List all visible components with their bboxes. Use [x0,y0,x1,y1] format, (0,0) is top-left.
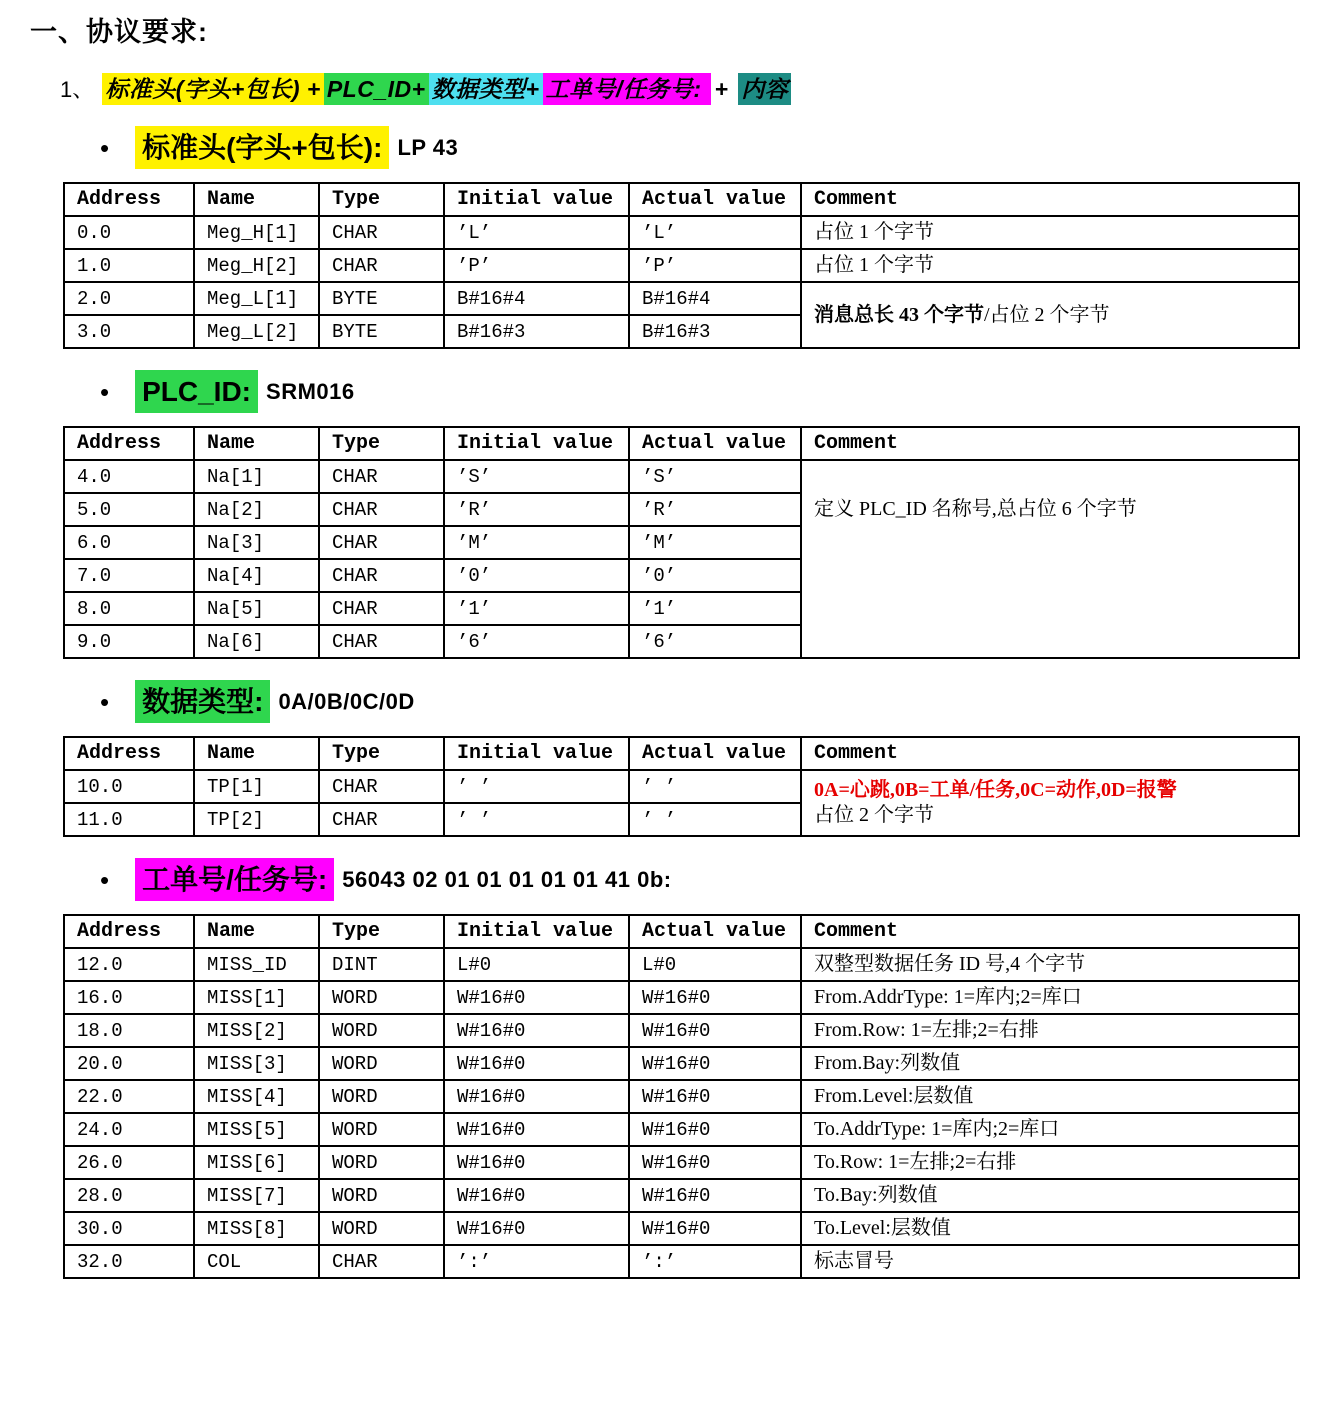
table-cell: W#16#0 [629,1179,801,1212]
table-header-cell: Type [319,915,444,948]
comment-text: 标志冒号 [814,1250,894,1273]
table-cell: WORD [319,1212,444,1245]
table-row [64,460,1299,493]
table-cell: 1.0 [64,249,194,282]
table-cell: ’ ’ [629,770,801,803]
table-cell: WORD [319,1014,444,1047]
table-header-cell: Type [319,183,444,216]
document-page [0,10,1344,1279]
section-3 [0,680,1344,837]
table-header-cell: Initial value [444,737,629,770]
section-heading-highlight: 标准头(字头+包长): [135,126,389,169]
table-cell: DINT [319,948,444,981]
table-cell: MISS[6] [194,1146,319,1179]
table-cell: ’0’ [444,559,629,592]
comment-cell [801,981,1299,1014]
table-cell: W#16#0 [444,1212,629,1245]
table-cell: CHAR [319,1245,444,1278]
table-header-cell: Address [64,737,194,770]
comment-text: From.Level:层数值 [814,1085,974,1108]
table-cell: MISS[5] [194,1113,319,1146]
table-row [64,1179,1299,1212]
list-number: 1、 [60,77,95,102]
table-cell: ’1’ [629,592,801,625]
table-header-cell: Initial value [444,427,629,460]
table-cell: 20.0 [64,1047,194,1080]
table-cell: 26.0 [64,1146,194,1179]
table-cell: L#0 [444,948,629,981]
table-cell: Na[2] [194,493,319,526]
comment-text: 0A=心跳,0B=工单/任务,0C=动作,0D=报警 [814,779,1177,802]
table-cell: W#16#0 [444,981,629,1014]
comment-text: To.Bay:列数值 [814,1184,938,1207]
table-cell: CHAR [319,625,444,658]
table-cell: BYTE [319,315,444,348]
table-cell: W#16#0 [629,1146,801,1179]
comment-cell [801,770,1299,836]
table-cell: 5.0 [64,493,194,526]
table-cell: W#16#0 [444,1047,629,1080]
table-cell: CHAR [319,460,444,493]
table-row [64,216,1299,249]
table-cell: ’0’ [629,559,801,592]
table-cell: MISS_ID [194,948,319,981]
table-cell: B#16#3 [629,315,801,348]
comment-cell [801,948,1299,981]
table-cell: CHAR [319,493,444,526]
table-cell: ’R’ [444,493,629,526]
table-header-cell: Address [64,183,194,216]
table-cell: 10.0 [64,770,194,803]
table-cell: ’L’ [629,216,801,249]
table-cell: W#16#0 [629,1212,801,1245]
table-cell: 16.0 [64,981,194,1014]
table-row [64,249,1299,282]
comment-cell [801,1212,1299,1245]
formula-segment: 工单号/任务号: [543,73,712,105]
comment-text: From.Bay:列数值 [814,1052,961,1075]
table-cell: Na[4] [194,559,319,592]
table-header-cell: Comment [801,737,1299,770]
table-cell: 9.0 [64,625,194,658]
table-cell: W#16#0 [444,1014,629,1047]
table-cell: ’S’ [629,460,801,493]
table-cell: 24.0 [64,1113,194,1146]
table-header-cell: Actual value [629,915,801,948]
table-cell: Na[3] [194,526,319,559]
table-cell: MISS[1] [194,981,319,1014]
data-table-3 [63,736,1300,837]
section-heading-highlight: 数据类型: [135,680,270,723]
section-heading-suffix: 56043 02 01 01 01 01 01 41 0b: [342,866,672,892]
table-cell: 2.0 [64,282,194,315]
table-cell: 0.0 [64,216,194,249]
comment-text: /占位 2 个字节 [984,303,1110,326]
table-header-cell: Initial value [444,915,629,948]
table-cell: ’R’ [629,493,801,526]
table-cell: CHAR [319,592,444,625]
table-cell: ’ ’ [444,770,629,803]
comment-text: From.AddrType: 1=库内;2=库口 [814,986,1082,1009]
table-cell: MISS[2] [194,1014,319,1047]
comment-text: 占位 2 个字节 [814,804,934,827]
table-cell: 12.0 [64,948,194,981]
comment-text: 消息总长 43 个字节 [814,303,984,326]
table-cell: 32.0 [64,1245,194,1278]
table-row [64,1080,1299,1113]
table-header-cell: Type [319,427,444,460]
table-row [64,1146,1299,1179]
table-cell: CHAR [319,803,444,836]
table-cell: WORD [319,1047,444,1080]
table-cell: B#16#4 [629,282,801,315]
formula-segment: PLC_ID+ [324,73,429,105]
table-cell: W#16#0 [629,1014,801,1047]
comment-text: 占位 1 个字节 [814,254,934,277]
table-cell: 7.0 [64,559,194,592]
comment-cell [801,1014,1299,1047]
formula-segment: + [714,76,736,102]
table-cell: MISS[3] [194,1047,319,1080]
table-cell: ’M’ [629,526,801,559]
bullet-icon: • [100,864,110,895]
table-cell: ’P’ [629,249,801,282]
table-cell: 18.0 [64,1014,194,1047]
table-header-cell: Address [64,915,194,948]
table-cell: 8.0 [64,592,194,625]
table-cell: ’L’ [444,216,629,249]
table-cell: ’ ’ [629,803,801,836]
formula-segment: 内容 [738,73,791,105]
table-row [64,770,1299,803]
table-cell: W#16#0 [444,1080,629,1113]
table-cell: MISS[8] [194,1212,319,1245]
table-cell: B#16#4 [444,282,629,315]
table-cell: W#16#0 [629,1047,801,1080]
table-cell: W#16#0 [444,1146,629,1179]
table-row [64,1047,1299,1080]
table-cell: ’P’ [444,249,629,282]
comment-cell [801,1245,1299,1278]
comment-cell [801,216,1299,249]
table-cell: ’S’ [444,460,629,493]
comment-cell [801,1179,1299,1212]
data-table-4 [63,914,1300,1279]
comment-text: From.Row: 1=左排;2=右排 [814,1019,1039,1042]
table-cell: MISS[7] [194,1179,319,1212]
table-cell: WORD [319,981,444,1014]
table-cell: WORD [319,1146,444,1179]
formula-segment: 标准头(字头+包长) + [102,73,324,105]
comment-text: To.Level:层数值 [814,1217,951,1240]
comment-text: To.Row: 1=左排;2=右排 [814,1151,1017,1174]
section-2 [0,370,1344,659]
table-header-cell: Actual value [629,737,801,770]
table-cell: 11.0 [64,803,194,836]
table-row [64,1212,1299,1245]
table-header-cell: Type [319,737,444,770]
table-header-cell: Name [194,427,319,460]
comment-text: To.AddrType: 1=库内;2=库口 [814,1118,1060,1141]
table-header-row [64,427,1299,460]
section-heading [100,858,1344,901]
table-cell: Na[6] [194,625,319,658]
table-cell: MISS[4] [194,1080,319,1113]
section-heading [100,126,1344,169]
table-cell: 4.0 [64,460,194,493]
table-cell: CHAR [319,526,444,559]
table-cell: ’ ’ [444,803,629,836]
table-cell: 30.0 [64,1212,194,1245]
table-row [64,1245,1299,1278]
table-cell: W#16#0 [629,1080,801,1113]
table-row [64,282,1299,315]
formula-segment: 数据类型+ [429,73,543,105]
table-header-cell: Comment [801,915,1299,948]
table-cell: Na[1] [194,460,319,493]
table-cell: W#16#0 [629,1113,801,1146]
comment-cell [801,1146,1299,1179]
sections-container [0,126,1344,1279]
comment-cell [801,249,1299,282]
bullet-icon: • [100,686,110,717]
formula-line [60,74,1344,105]
bullet-icon: • [100,132,110,163]
data-table-1 [63,182,1300,349]
table-cell: ’:’ [444,1245,629,1278]
section-heading-suffix: 0A/0B/0C/0D [278,688,415,714]
table-cell: L#0 [629,948,801,981]
comment-cell [801,1113,1299,1146]
formula-segments [102,73,791,105]
table-cell: Meg_L[1] [194,282,319,315]
table-header-cell: Name [194,183,319,216]
table-row [64,1113,1299,1146]
table-cell: CHAR [319,216,444,249]
section-heading-suffix: LP 43 [397,134,459,160]
table-cell: ’:’ [629,1245,801,1278]
table-cell: WORD [319,1179,444,1212]
table-cell: Meg_H[1] [194,216,319,249]
section-heading-highlight: 工单号/任务号: [135,858,334,901]
table-row [64,981,1299,1014]
table-cell: BYTE [319,282,444,315]
table-cell: 22.0 [64,1080,194,1113]
table-cell: Na[5] [194,592,319,625]
section-heading-suffix: SRM016 [266,378,355,404]
table-header-cell: Initial value [444,183,629,216]
section-heading [100,370,1344,413]
data-table-2 [63,426,1300,659]
table-cell: ’6’ [629,625,801,658]
bullet-icon: • [100,376,110,407]
table-header-row [64,737,1299,770]
comment-cell [801,1047,1299,1080]
comment-text: 定义 PLC_ID 名称号,总占位 6 个字节 [814,498,1137,521]
table-row [64,948,1299,981]
table-cell: ’M’ [444,526,629,559]
table-header-cell: Name [194,915,319,948]
doc-title: 一、协议要求: [30,17,208,47]
comment-cell [801,1080,1299,1113]
table-cell: W#16#0 [629,981,801,1014]
table-cell: TP[1] [194,770,319,803]
table-header-cell: Actual value [629,183,801,216]
table-cell: WORD [319,1113,444,1146]
table-cell: 6.0 [64,526,194,559]
table-cell: ’1’ [444,592,629,625]
table-header-cell: Address [64,427,194,460]
section-heading-highlight: PLC_ID: [135,370,258,413]
table-cell: CHAR [319,770,444,803]
table-header-cell: Comment [801,183,1299,216]
table-cell: B#16#3 [444,315,629,348]
table-header-row [64,915,1299,948]
table-cell: 28.0 [64,1179,194,1212]
table-cell: TP[2] [194,803,319,836]
comment-text: 双整型数据任务 ID 号,4 个字节 [814,953,1086,976]
section-1 [0,126,1344,349]
table-header-cell: Comment [801,427,1299,460]
table-cell: COL [194,1245,319,1278]
table-header-row [64,183,1299,216]
table-cell: W#16#0 [444,1179,629,1212]
table-cell: Meg_H[2] [194,249,319,282]
table-cell: CHAR [319,249,444,282]
comment-text: 占位 1 个字节 [814,221,934,244]
table-cell: ’6’ [444,625,629,658]
table-header-cell: Actual value [629,427,801,460]
table-cell: 3.0 [64,315,194,348]
table-cell: CHAR [319,559,444,592]
comment-cell [801,282,1299,348]
table-header-cell: Name [194,737,319,770]
table-cell: W#16#0 [444,1113,629,1146]
table-cell: Meg_L[2] [194,315,319,348]
table-cell: WORD [319,1080,444,1113]
table-row [64,1014,1299,1047]
comment-cell [801,460,1299,658]
section-4 [0,858,1344,1279]
section-heading [100,680,1344,723]
